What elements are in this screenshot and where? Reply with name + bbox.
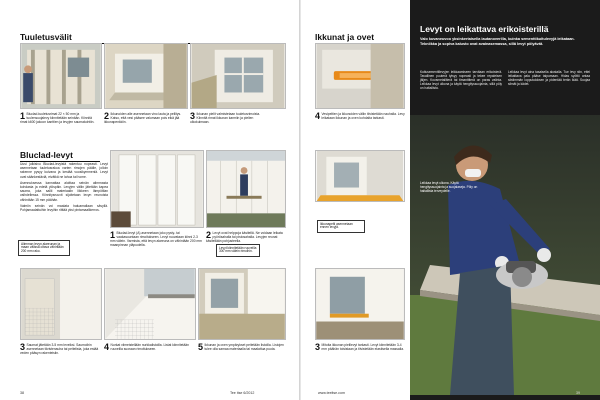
photo-boards-step-3 — [20, 268, 102, 340]
photo-boards-step-2 — [206, 150, 286, 228]
callout-window-flashing: Ikkunapelti asennetaan ennen levyjä. — [317, 220, 365, 233]
photo-window-step-2 — [315, 150, 405, 202]
photo-step-2 — [104, 43, 188, 109]
photo-window-step-3 — [315, 268, 405, 340]
feature-photo-caption: Leikkaa levyt ulkona. Käytä hengityssuojainta ja suojalaseja. Pöly on haitallista terveydelle. — [420, 181, 478, 193]
feature-column-1: Kuitusementtilevyjen leikkaamiseen tarvitaan erikoisterä. Tavallinen puuterä tylsyy nopeasti ja tekee repaleisen jäljen. Kovametalliterä tai timanttiterä on paras valinta. Leikkaa levyt ulkona ja käytä hengityssuojainta, sillä pöly on haitallista. — [420, 70, 502, 90]
photo-boards-step-4 — [104, 268, 196, 340]
feature-column-2: Leikkaa levyt aina tasaisella alustalla. Tue levy niin, ettei leikattava pala pääse taipumaan. Hidas syöttö antaa siistimmän lopputuloksen ja pidentää terän ikää. Suojaa silmät ja kädet. — [508, 70, 590, 86]
section-heading-boards: Bluclad-levyt — [20, 150, 100, 162]
person-cutting-board-photo — [410, 115, 600, 395]
caption-9: 5 Ikkunan ja oven ympärykset peitetään listoilla. Listojen tulee olla samaa materiaalia tai maalattua puuta. — [198, 342, 284, 352]
caption-1: 1 Bluclad-tuuletusrimat 22 × 50 mm ja tuulensuojalevy kiinnitetään seinään. Kiinnitä rimat k600 jakoon kanttien ja levyjen saumakohtiin. — [20, 111, 95, 124]
photo-boards-step-1 — [110, 150, 204, 228]
feature-title: Levyt on leikattava erikoisterillä — [420, 24, 549, 34]
feature-lead: Valo kuvaneuvoo yksinkertaisella lautanoverilla, kuinka sementtikuitulevyjä leikataan. Tekniikka ja sopiva kalusto ovat avainasemassa, sillä levyt pölyävät. — [420, 37, 575, 46]
house-wall-photo — [21, 44, 101, 108]
photo-boards-step-5 — [198, 268, 286, 340]
body-paragraph-1: Uusi julkisivu Bluclad-levyistä rakentuu nopeasti. Levyt asennetaan tuuletusrakoa varten rimojen päälle, jolloin rakenne pysyy kuivana ja kestää vuosikymmeniä. Levyt ovat säänkestäviä, eivätkä ne lahoa tai home. — [20, 162, 108, 179]
caption-10: 3 Mitoita ikkunan pielilevyt tarkasti. Levyt kiinnitetään 3-4 mm päähän toisistaan ja tiivistetään elastisella massalla. — [315, 342, 404, 352]
feature-photo-cutting — [410, 115, 600, 395]
caption-6: 2 Levyt ovat helppoja käsitellä. Ne voidaan leikata pyörösahalla tai pistosahalla. Levyjen reunat käsitellään pohjusteella. — [206, 230, 283, 243]
caption-4: 4 Vesipeltien ja ikkunoiden väliin tiivistetään nauhalla. Levy leikataan ikkunan ja oven kohdalta tarkasti. — [315, 111, 405, 121]
photo-step-3 — [190, 43, 286, 109]
page-gutter — [299, 0, 301, 400]
caption-3: 3 Ikkunan pielit valmistetaan tuuletusrimoista. Kiinnitä rimat ikkunan karmiin ja pielien ulkokulmaan. — [190, 111, 261, 124]
body-text-column — [20, 162, 108, 214]
body-paragraph-2: Asennuksessa kannattaa aloittaa seinän alimmasta kohdasta ja edetä ylöspäin. Levyjen väliin jätetään kapea sauma, joka sallii materiaalin liikkeen lämpötilan vaihdellessa. Kiinnitysruuvit sijoitetaan levyn reunoista vähintään 15 mm päähän. — [20, 180, 108, 202]
magazine-footer-left: Tee itse 6/2012 — [230, 391, 255, 395]
caption-5: 1 Bluclad-levyt (A) asennetaan joko pysty- tai vaakasuuntaan rimoitukseen. Levyt ruuvataan kiinni 2-3 mm välein. Varmista, että levyn alareuna on vähintään 200 mm maanpinnan yläpuolella. — [110, 230, 202, 247]
caption-7: 3 Saumat jätetään 3-5 mm leveiksi. Saumoihin asennetaan tiivistenauha tai peitelista, joka estää veden pääsyn rakenteisiin. — [20, 342, 99, 355]
body-paragraph-3: Valmiin seinän voi maalata haluamallaan sävyllä. Pohjamaalattuihin levyihin riittää yksi pintamaalikerros. — [20, 203, 108, 213]
callout-screw-spacing: Levyt kiinnitetään ruuveilla 300 mm välein rimoihin. — [216, 244, 260, 257]
section-heading-windows-doors: Ikkunat ja ovet — [315, 32, 405, 44]
caption-8: 4 Nurkat viimeistellään nurkkalistoilla. Listat kiinnitetään ruuveilla suoraan rimoitukseen. — [104, 342, 189, 352]
section-heading-windows: Tuuletusvälit — [20, 32, 196, 44]
page-number-right: 39 — [576, 391, 580, 395]
magazine-footer-right: www.teeitse.com — [318, 391, 345, 395]
caption-2: 2 Ikkunoiden alle asennetaan vino lauta ja pellitys. Katso, että vesi pääsee valumaan pois eikä jää ikkunapenkkiin. — [104, 111, 182, 124]
photo-step-1 — [20, 43, 102, 109]
photo-window-flashing — [315, 43, 405, 109]
callout-ground-gap: Alimman levyn alareunan ja maan välissä oltava vähintään 200 mm rako. — [18, 240, 70, 256]
page-number-left: 38 — [20, 391, 24, 395]
